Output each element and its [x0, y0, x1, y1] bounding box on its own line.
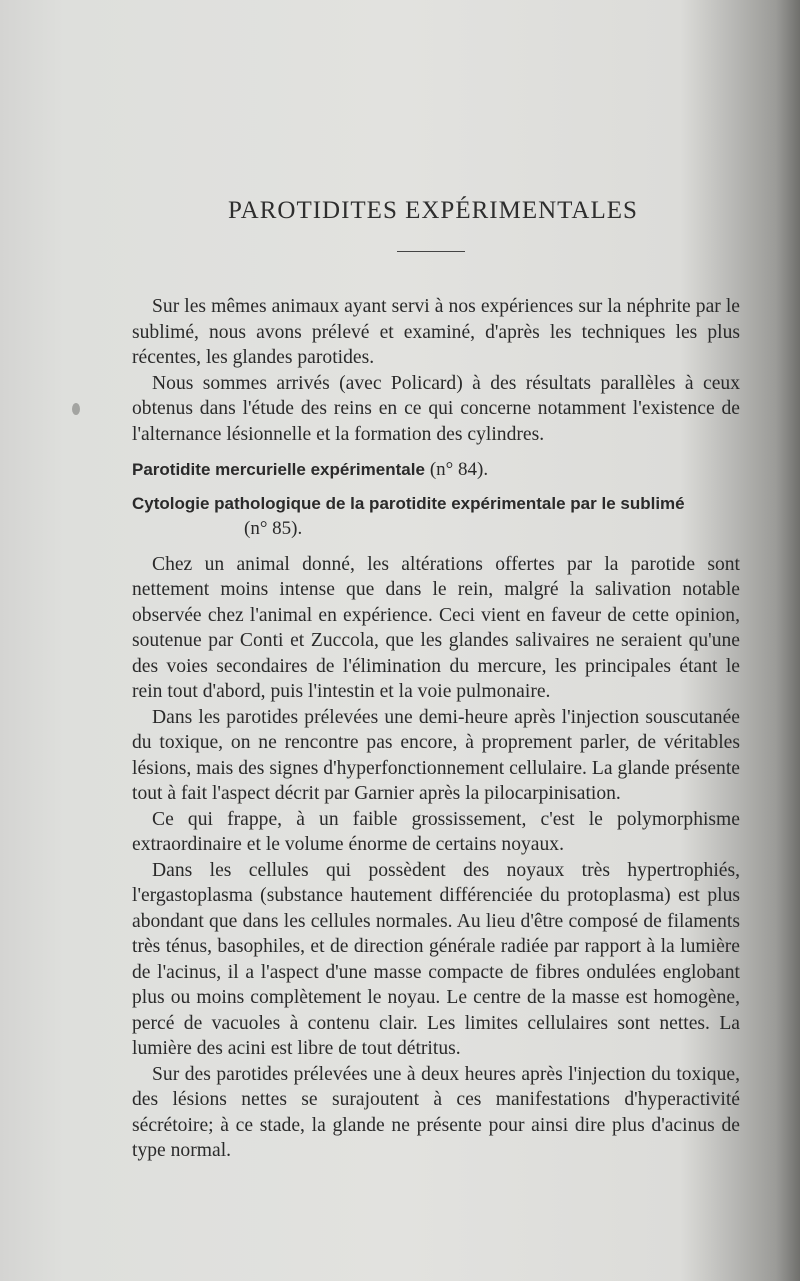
paragraph: Ce qui frappe, à un faible grossissement, c'est le polymorphisme extraordinaire et le volume énorme de certains noyaux. [132, 808, 740, 855]
section-heading-ref: (n° 84). [429, 459, 489, 480]
paragraph: Nous sommes arrivés (avec Policard) à des résultats parallèles à ceux obtenus dans l'étude des reins en ce qui concerne notamment l'existence de l'alternance lésionnelle et la formation des cylindres. [132, 372, 740, 445]
page-title: PAROTIDITES EXPÉRIMENTALES [228, 197, 638, 224]
title-rule [397, 251, 465, 252]
section-heading-2 [132, 491, 740, 542]
ink-smudge [72, 403, 80, 415]
paragraph: Dans les cellules qui possèdent des noyaux très hypertrophiés, l'ergastoplasma (substance hautement différenciée du protoplasma) est plus abondant que dans les cellules normales. Au lieu d'être composé de filaments très ténus, basophiles, et de direction générale radiée par rapport à la lumière de l'acinus, il a l'aspect d'une masse compacte de fibres ondulées englobant plus ou moins complètement le noyau. Le centre de la masse est homogène, percé de vacuoles à contenu clair. Les limites cellulaires sont nettes. La lumière des acini est libre de tout détritus. [132, 859, 740, 1059]
paragraph: Sur les mêmes animaux ayant servi à nos expériences sur la néphrite par le sublimé, nous avons prélevé et examiné, d'après les techniques les plus récentes, les glandes parotides. [132, 296, 740, 368]
section-heading-1 [132, 457, 740, 483]
body-text [132, 294, 740, 1164]
paragraph: Sur des parotides prélevées une à deux heures après l'injection du toxique, des lésions nettes se surajoutent à ces manifestations d'hyperactivité sécrétoire; à ce stade, la glande ne présente pour ainsi dire plus d'acinus de type normal. [132, 1063, 740, 1161]
paragraph: Dans les parotides prélevées une demi-heure après l'injection souscutanée du toxique, on ne rencontre pas encore, à proprement parler, de véritables lésions, mais des signes d'hyperfonctionnement cellulaire. La glande présente tout à fait l'aspect décrit par Garnier après la pilocarpinisation. [132, 706, 740, 804]
section-heading-text: Parotidite mercurielle expérimentale [132, 460, 425, 479]
section-heading-text: Cytologie pathologique de la parotidite expérimentale par le sublimé [132, 493, 685, 513]
paragraph: Chez un animal donné, les altérations offertes par la parotide sont nettement moins intense que dans le rein, malgré la salivation notable observée chez l'animal en expérience. Ceci vient en faveur de cette opinion, soutenue par Conti et Zuccola, que les glandes salivaires ne seraient qu'une des voies secondaires de l'élimination du mercure, les principales étant le rein tout d'abord, puis l'intestin et la voie pulmonaire. [132, 553, 740, 702]
section-heading-ref: (n° 85). [244, 518, 303, 539]
